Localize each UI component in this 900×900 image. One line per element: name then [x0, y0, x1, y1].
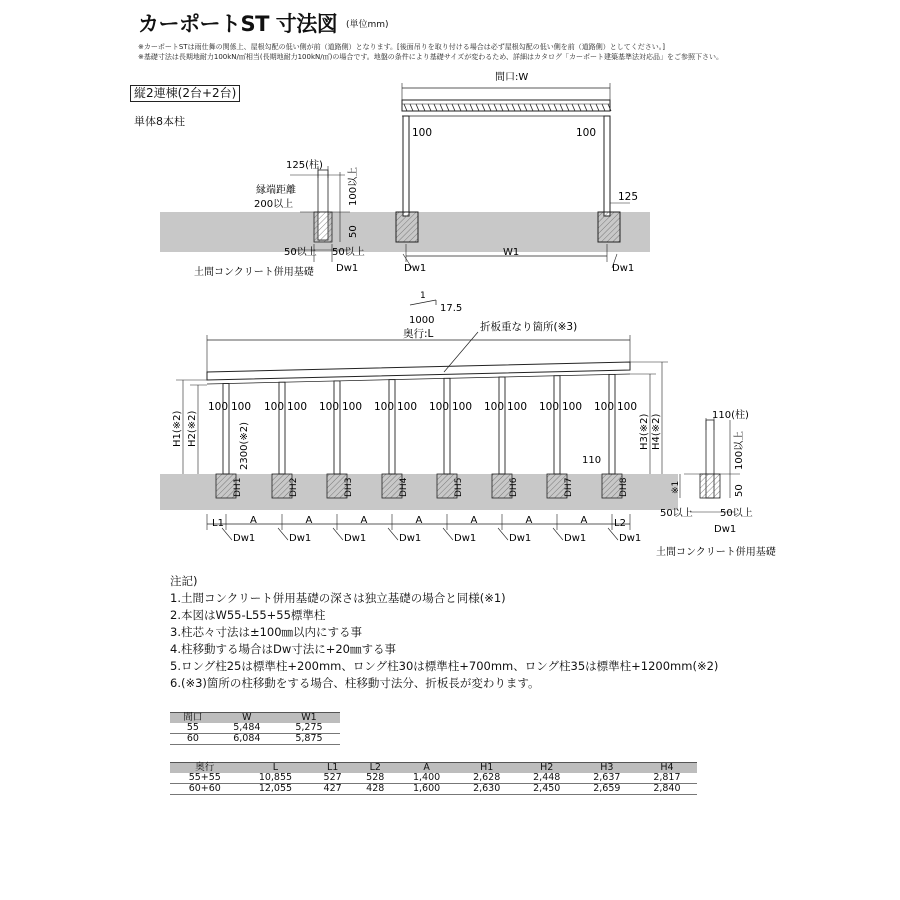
- side-foundation-label: DH8: [619, 477, 629, 497]
- front-post-width: 125: [618, 191, 639, 203]
- table-cell: 1,600: [412, 783, 441, 794]
- table-cell: 2,659: [593, 783, 621, 794]
- note-item: 5.ロング柱25は標準柱+200mm、ロング柱30は標準柱+700mm、ロング柱35は標準柱+1200mm(※2): [170, 659, 719, 673]
- front-dw1-left: Dw1: [404, 263, 427, 274]
- side-fold-note: 折板重なり箇所(※3): [480, 321, 578, 333]
- width-table: [170, 712, 340, 745]
- side-offset-label: 100: [319, 401, 340, 413]
- side-dw1-label: Dw1: [399, 533, 422, 544]
- side-detail: [680, 418, 740, 512]
- table-row: [170, 734, 340, 745]
- table-cell: 5,275: [295, 722, 323, 733]
- table-cell: 12,055: [258, 783, 293, 794]
- table-cell: 2,840: [653, 783, 681, 794]
- side-detail-left-50: 50以上: [660, 508, 693, 519]
- front-detail-post: 125(柱): [286, 160, 323, 171]
- side-detail-caption: 土間コンクリート併用基礎: [656, 547, 776, 558]
- page-title: カーポートST 寸法図: [138, 12, 338, 36]
- side-dw-leader: [553, 528, 563, 540]
- front-foundation-left: [396, 212, 418, 242]
- side-offset-label: 100: [562, 401, 583, 413]
- side-foundation-label: DH7: [564, 477, 574, 497]
- side-post: [444, 378, 450, 474]
- front-post-left: [403, 116, 409, 216]
- table-row: [170, 773, 697, 784]
- note-item: 4.柱移動する場合はDw寸法に+20㎜する事: [170, 642, 397, 656]
- front-detail-left-50: 50以上: [284, 247, 317, 258]
- table-cell: 2,630: [473, 783, 501, 794]
- side-offset-label: 100: [264, 401, 285, 413]
- side-offset-label: 100: [507, 401, 528, 413]
- side-offset-label: 100: [374, 401, 395, 413]
- side-slope-175: 17.5: [440, 303, 463, 314]
- side-dw-leader: [443, 528, 453, 540]
- table-row: [170, 784, 697, 795]
- side-offset-label: 100: [484, 401, 505, 413]
- front-detail-edge-2: 200以上: [254, 199, 294, 210]
- side-post: [223, 384, 229, 474]
- table-cell: 2,450: [533, 783, 561, 794]
- side-post: [279, 382, 285, 474]
- table-header: 間口: [170, 713, 216, 724]
- table-cell: 527: [323, 772, 342, 783]
- front-detail-right-50: 50以上: [332, 247, 365, 258]
- side-a-label: A: [305, 515, 313, 526]
- note-item: 3.柱芯々寸法は±100㎜以内にする事: [170, 625, 363, 639]
- side-dw1-label: Dw1: [289, 533, 312, 544]
- side-a-label: A: [580, 515, 588, 526]
- side-detail-mark: ※1: [671, 480, 681, 494]
- side-detail-right-50: 50以上: [720, 508, 753, 519]
- side-detail-dw1: Dw1: [714, 524, 737, 535]
- table-cell: 5,484: [233, 722, 261, 733]
- front-detail-100: 100以上: [348, 166, 359, 206]
- side-dw-leader: [333, 528, 343, 540]
- table-row: [170, 723, 340, 734]
- front-detail-50: 50: [348, 225, 359, 238]
- table-header: H4: [637, 763, 697, 774]
- side-dw-leader: [498, 528, 508, 540]
- note-item: 6.(※3)箇所の柱移動をする場合、柱移動寸法分、折板長が変わります。: [170, 676, 540, 690]
- side-foundation-label: DH5: [454, 477, 464, 497]
- side-dw-leader: [608, 528, 618, 540]
- side-dw-leader: [278, 528, 288, 540]
- layout-label: 縦2連棟(2台+2台): [130, 85, 240, 102]
- side-h2: H2(※2): [187, 410, 198, 447]
- table-cell: 427: [323, 783, 342, 794]
- table-header: L1: [311, 763, 354, 774]
- side-slope-1: 1: [420, 291, 426, 301]
- side-foundation-label: DH4: [399, 477, 409, 497]
- front-detail-caption: 土間コンクリート併用基礎: [194, 267, 314, 278]
- note-item: 1.土間コンクリート併用基礎の深さは独立基礎の場合と同様(※1): [170, 591, 506, 605]
- side-slope-1000: 1000: [409, 315, 435, 326]
- side-post: [609, 374, 615, 474]
- side-h1: H1(※2): [172, 410, 183, 447]
- side-detail-50: 50: [734, 484, 745, 497]
- side-a-label: A: [415, 515, 423, 526]
- side-a-label: A: [360, 515, 368, 526]
- side-post-height: 2300(※2): [239, 422, 250, 470]
- side-dw1-label: Dw1: [454, 533, 477, 544]
- table-cell: 2,628: [473, 772, 501, 783]
- side-dw1-label: Dw1: [619, 533, 642, 544]
- table-header: L: [240, 763, 312, 774]
- table-header: 奥行: [170, 763, 240, 774]
- note-line-2: ※基礎寸法は長期地耐力100kN/㎡相当(長期地耐力100kN/㎡)の場合です。地盤の条件により基礎サイズが変わるため、詳細はカタログ「カーポート建築基準法対応品」をご参照下さい。: [138, 53, 723, 61]
- side-foundation-label: DH3: [344, 477, 354, 497]
- side-110: 110: [582, 455, 602, 466]
- side-offset-label: 100: [594, 401, 615, 413]
- front-offset-left: 100: [412, 127, 433, 139]
- side-offset-label: 100: [208, 401, 229, 413]
- side-l1: L1: [212, 518, 224, 529]
- side-post: [334, 381, 340, 474]
- side-detail-100: 100以上: [734, 430, 745, 470]
- side-roof: [207, 362, 630, 380]
- table-header: H3: [577, 763, 637, 774]
- table-cell: 55+55: [188, 772, 221, 783]
- unit-label: (単位mm): [346, 20, 389, 30]
- side-post: [389, 380, 395, 474]
- side-detail-post: 110(柱): [712, 410, 749, 421]
- side-dw1-label: Dw1: [233, 533, 256, 544]
- table-cell: 60: [186, 733, 199, 744]
- side-foundation-label: DH1: [233, 477, 243, 497]
- side-offset-label: 100: [429, 401, 450, 413]
- front-post-right: [604, 116, 610, 216]
- front-view: [160, 83, 650, 268]
- note-line-1: ※カーポートSTは雨仕舞の関係上、屋根勾配の低い側が前（道路側）となります。[後面吊りを取り付ける場合は必ず屋根勾配の低い側を前（道路側）としてください。]: [138, 43, 665, 51]
- notes-heading: 注記): [170, 574, 198, 588]
- table-cell: 55: [186, 722, 199, 733]
- side-offset-label: 100: [287, 401, 308, 413]
- table-cell: 60+60: [188, 783, 221, 794]
- table-cell: 528: [366, 772, 385, 783]
- side-foundation-label: DH6: [509, 477, 519, 497]
- side-foundation-label: DH2: [289, 477, 299, 497]
- table-cell: 5,875: [295, 733, 323, 744]
- side-post: [499, 377, 505, 474]
- side-offset-label: 100: [617, 401, 638, 413]
- table-cell: 428: [366, 783, 385, 794]
- side-depth-label: 奥行:L: [403, 328, 434, 340]
- table-cell: 10,855: [258, 772, 293, 783]
- side-dw1-label: Dw1: [509, 533, 532, 544]
- side-dw-leader: [388, 528, 398, 540]
- table-cell: 2,817: [653, 772, 681, 783]
- side-a-label: A: [470, 515, 478, 526]
- depth-table: [170, 762, 697, 795]
- side-offset-label: 100: [231, 401, 252, 413]
- side-offset-label: 100: [452, 401, 473, 413]
- table-header: L2: [354, 763, 397, 774]
- front-dw1-right: Dw1: [612, 263, 635, 274]
- table-header: H1: [457, 763, 517, 774]
- table-header: A: [397, 763, 457, 774]
- front-offset-right: 100: [576, 127, 597, 139]
- side-a-label: A: [250, 515, 257, 526]
- front-foundation-right: [598, 212, 620, 242]
- pillar-count: 単体8本柱: [134, 115, 185, 128]
- table-cell: 2,448: [533, 772, 561, 783]
- note-item: 2.本図はW55-L55+55標準柱: [170, 608, 326, 622]
- front-detail-dw1: Dw1: [336, 263, 359, 274]
- side-offset-label: 100: [397, 401, 418, 413]
- front-w1-label: W1: [503, 247, 520, 258]
- front-detail-edge-1: 縁端距離: [256, 185, 296, 196]
- side-h4: H4(※2): [651, 413, 662, 450]
- table-cell: 2,637: [593, 772, 621, 783]
- front-frontage-label: 間口:W: [495, 72, 529, 83]
- side-post: [554, 376, 560, 474]
- side-a-label: A: [525, 515, 533, 526]
- side-l2: L2: [614, 518, 626, 529]
- side-h3: H3(※2): [639, 413, 650, 450]
- side-dw1-label: Dw1: [344, 533, 367, 544]
- side-dw-leader: [222, 528, 232, 540]
- table-header: W: [216, 713, 278, 724]
- notes-block: [170, 573, 718, 692]
- side-dw1-label: Dw1: [564, 533, 587, 544]
- side-offset-label: 100: [342, 401, 363, 413]
- table-header: H2: [517, 763, 577, 774]
- side-offset-label: 100: [539, 401, 560, 413]
- table-header: W1: [278, 713, 340, 724]
- side-dimension-texts: [208, 401, 641, 544]
- table-cell: 1,400: [412, 772, 441, 783]
- table-cell: 6,084: [233, 733, 261, 744]
